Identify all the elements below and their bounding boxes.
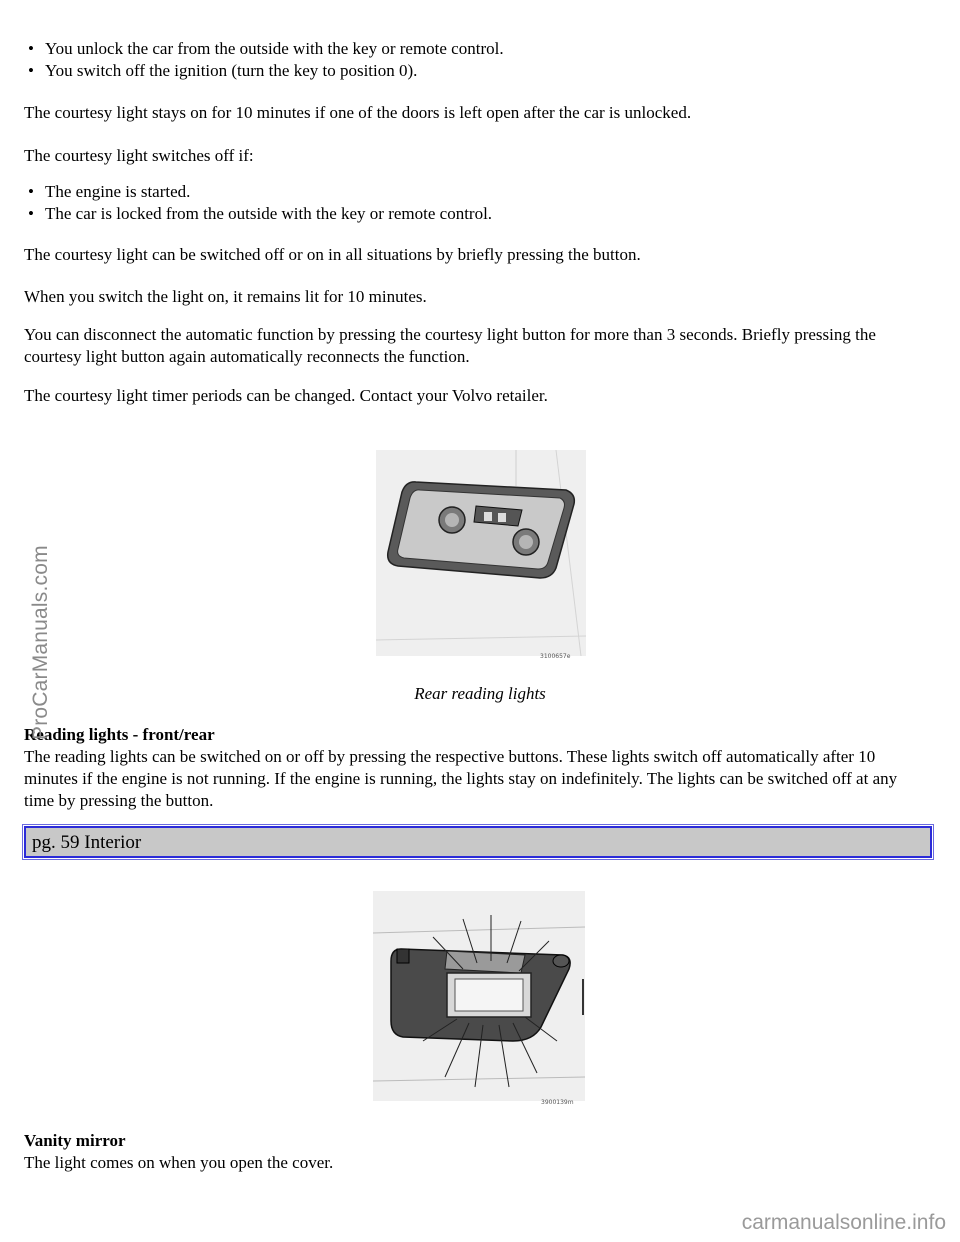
- figure-code: 3900139m: [541, 1099, 574, 1106]
- vanity-mirror-body: The light comes on when you open the cover.: [24, 1153, 334, 1172]
- figure-caption: Rear reading lights: [414, 684, 546, 703]
- vanity-mirror-heading: Vanity mirror: [24, 1131, 126, 1150]
- unlock-conditions-list: [24, 38, 957, 82]
- switches-off-paragraph: The courtesy light switches off if:: [24, 146, 254, 165]
- reading-lights-drawing: [376, 450, 586, 656]
- button-paragraph: The courtesy light can be switched off or on in all situations by briefly pressing the button.: [24, 245, 641, 264]
- reading-lights-body: The reading lights can be switched on or off by pressing the respective buttons. These lights switch off automatically after 10 minutes if the engine is not running. If the engine is running, the lights stay on indefinitely. The lights can be switched off at any time by pressing the button.: [24, 747, 898, 810]
- list-item: • The car is locked from the outside with the key or remote control.: [45, 203, 957, 225]
- retailer-paragraph: The courtesy light timer periods can be changed. Contact your Volvo retailer.: [24, 386, 548, 405]
- timer-paragraph: The courtesy light stays on for 10 minutes if one of the doors is left open after the car is unlocked.: [24, 103, 692, 122]
- switch-off-conditions-list: [24, 181, 957, 225]
- vanity-mirror-drawing: [373, 891, 585, 1101]
- page-section-banner: [24, 826, 932, 858]
- vanity-mirror-illustration: [373, 891, 585, 1106]
- carmanualsonline-watermark: carmanualsonline.info: [741, 1211, 946, 1234]
- procarmanuals-watermark: [0, 480, 60, 740]
- list-item: • The engine is started.: [45, 181, 957, 203]
- watermark-text: ProCarManuals.com: [29, 545, 52, 740]
- reading-lights-heading: Reading lights - front/rear: [24, 725, 215, 744]
- section-title: pg. 59 Interior: [32, 832, 142, 853]
- figure-code: 3100657e: [540, 653, 571, 660]
- list-item: • You switch off the ignition (turn the key to position 0).: [45, 60, 957, 82]
- rear-reading-lights-illustration: [376, 450, 586, 660]
- lit-paragraph: When you switch the light on, it remains lit for 10 minutes.: [24, 287, 427, 306]
- list-item: • You unlock the car from the outside with the key or remote control.: [45, 38, 957, 60]
- disconnect-paragraph: You can disconnect the automatic function by pressing the courtesy light button for more than 3 seconds. Briefly pressing the courtesy light button again automatically reconnects the function.: [24, 325, 876, 366]
